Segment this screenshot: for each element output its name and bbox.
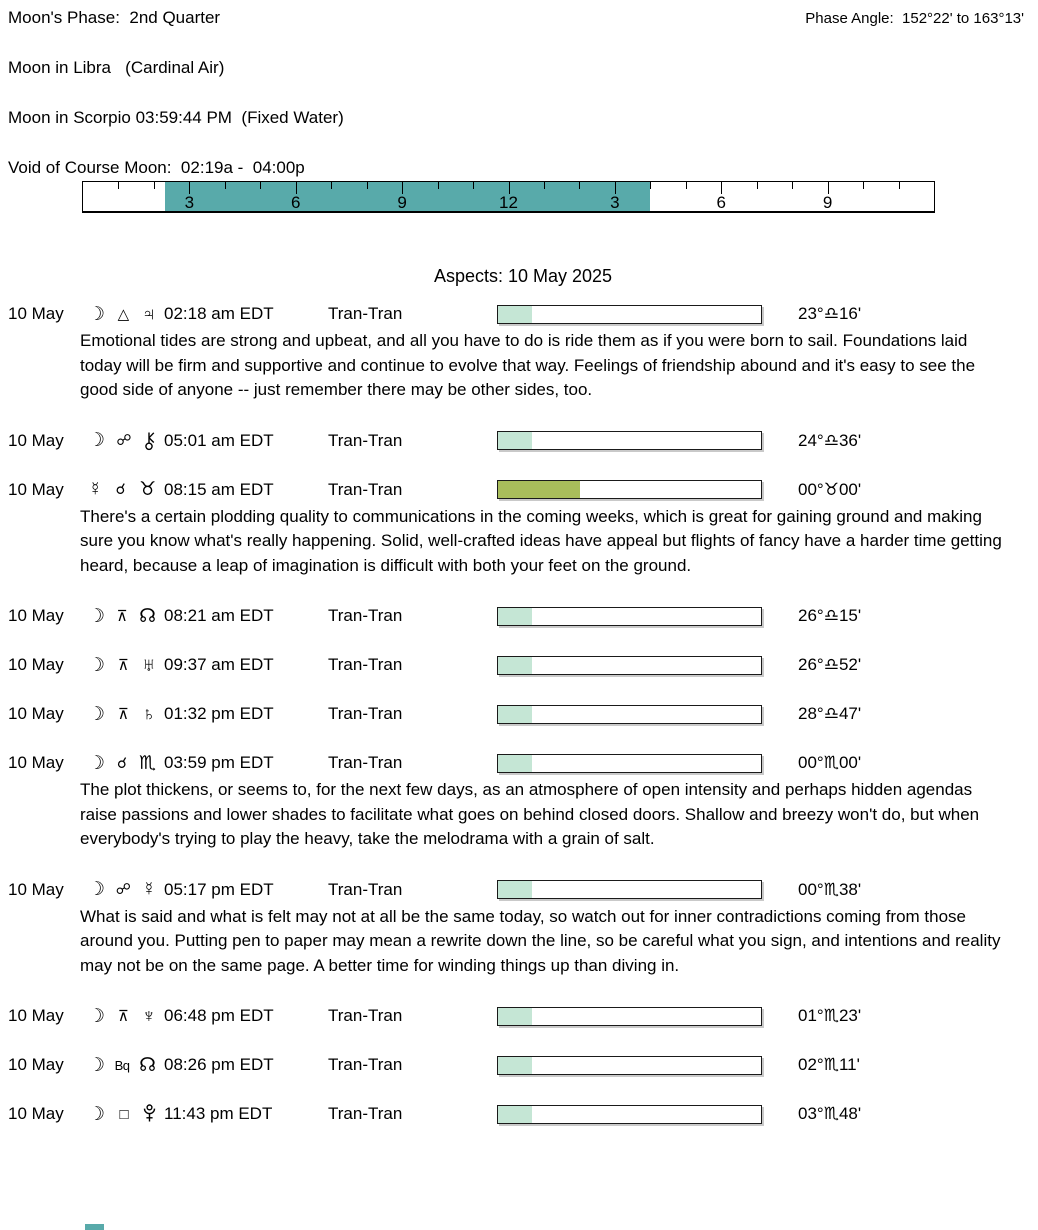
timeline-tick (154, 182, 155, 189)
aspect-description: Emotional tides are strong and upbeat, and all you have to do is ride them as if you were born to sail. Foundations laid today will be firm and supportive and continue to evolve that way. Feelings of friendship abound and it's easy to see the good side of anyone -- just remember there may be other sides, too. (80, 331, 976, 399)
aspect-date: 10 May (8, 1055, 64, 1074)
aspect-progress-fill (498, 1008, 532, 1025)
timeline-tick (367, 182, 368, 189)
aspect-progress-fill (498, 881, 532, 898)
void-of-course-timeline (82, 181, 935, 213)
saturn-glyph: ♄ (141, 703, 156, 725)
aspect-info (8, 704, 497, 724)
aspect-date: 10 May (8, 606, 64, 625)
void-of-course-label: Void of Course Moon: 02:19a - 04:00p (8, 158, 305, 177)
aspect-type: Tran-Tran (328, 479, 403, 499)
aspect-glyphs (88, 705, 156, 724)
aspect-info (8, 480, 497, 500)
aspect-date: 10 May (8, 753, 64, 772)
aspect-row (8, 1103, 1038, 1125)
moon-glyph: ☽ (88, 605, 106, 627)
next-bar-fragment (85, 1224, 104, 1230)
moon-in-scorpio-line: Moon in Scorpio 03:59:44 PM (Fixed Water) (8, 108, 344, 127)
quincunx-glyph: ⊼ (117, 705, 129, 723)
timeline-tick (225, 182, 226, 189)
timeline-hour-label: 12 (499, 193, 518, 212)
aspect-time: 05:17 pm EDT (164, 879, 274, 899)
timeline-tick (899, 182, 900, 189)
timeline-tick (792, 182, 793, 189)
taurus-glyph: ♉ (138, 479, 156, 500)
north-node-glyph: ☊ (139, 605, 156, 627)
timeline-hour-label: 3 (610, 193, 620, 212)
timeline-tick (438, 182, 439, 189)
neptune-glyph: ♆ (141, 1005, 156, 1027)
aspect-info (8, 304, 497, 324)
aspect-info (8, 1006, 497, 1026)
aspect-row (8, 303, 1038, 403)
aspect-progress-bar (497, 656, 762, 675)
scorpio-glyph: ♏ (138, 752, 156, 774)
timeline-tick (686, 182, 687, 189)
timeline-hour-label: 9 (397, 193, 407, 212)
aspect-glyphs (88, 656, 156, 675)
timeline-tick (650, 182, 651, 189)
aspect-time: 05:01 am EDT (164, 430, 274, 450)
aspect-degree-value: 00°♉00' (798, 479, 862, 499)
aspect-progress-fill (498, 608, 532, 625)
moon-glyph: ☽ (88, 1103, 106, 1125)
aspect-type: Tran-Tran (328, 1006, 403, 1025)
aspect-glyphs (88, 305, 156, 324)
aspect-info (8, 606, 497, 626)
void-period-fill (165, 182, 650, 211)
aspect-degree-value: 03°♏48' (798, 1104, 862, 1123)
biquintile-glyph: Bq (114, 1057, 130, 1073)
aspect-time: 01:32 pm EDT (164, 704, 274, 723)
aspect-time: 03:59 pm EDT (164, 753, 274, 772)
aspect-glyphs (88, 1104, 156, 1124)
timeline-hour-label: 3 (184, 193, 195, 212)
aspect-progress-bar (497, 754, 762, 773)
aspect-degree-value: 23°♎16' (798, 304, 862, 323)
aspect-progress-bar (497, 705, 762, 724)
aspect-degree-value: 26°♎52' (798, 655, 862, 674)
moon-glyph: ☽ (88, 752, 106, 774)
mercury-glyph: ☿ (141, 879, 156, 900)
aspect-type: Tran-Tran (328, 753, 403, 772)
quincunx-glyph: ⊼ (117, 656, 129, 674)
aspect-degree-value: 26°♎15' (798, 606, 862, 625)
conjunction-glyph: ☌ (115, 481, 126, 498)
aspect-description: There's a certain plodding quality to communications in the coming weeks, which is great for gaining ground and making sure you know what's really happening. Solid, well-crafted ideas have appeal but flights of fancy have a harder time getting heard, because a leap of imagination is difficult with both your feet on the ground. (80, 506, 1002, 575)
aspect-time: 06:48 pm EDT (164, 1006, 274, 1025)
phase-angle-value: Phase Angle: 152°22' to 163°13' (805, 10, 1024, 27)
aspect-info (8, 1055, 497, 1075)
aspect-date: 10 May (8, 655, 64, 674)
aspect-progress-bar (497, 607, 762, 626)
moon-glyph: ☽ (88, 879, 106, 900)
aspect-degree-value: 00°♏38' (798, 879, 862, 899)
aspect-row (8, 1054, 1038, 1076)
pluto-glyph (143, 1104, 156, 1124)
aspect-degree-value: 01°♏23' (798, 1006, 862, 1025)
aspects-title: Aspects: 10 May 2025 (433, 266, 613, 286)
aspect-glyphs (88, 431, 156, 451)
aspect-type: Tran-Tran (328, 655, 403, 674)
aspect-progress-bar (497, 1007, 762, 1026)
aspect-progress-fill (498, 432, 532, 449)
aspect-time: 08:15 am EDT (164, 479, 274, 499)
aspect-degree-value: 24°♎36' (798, 430, 862, 450)
mercury-glyph: ☿ (88, 479, 103, 500)
aspect-type: Tran-Tran (328, 606, 403, 625)
timeline-tick (331, 182, 332, 189)
timeline-tick (118, 182, 119, 189)
aspect-glyphs (88, 754, 156, 773)
timeline-tick (757, 182, 758, 189)
moon-glyph: ☽ (88, 430, 106, 451)
aspect-date: 10 May (8, 304, 64, 323)
aspect-row (8, 703, 1038, 725)
aspect-progress-fill (498, 481, 580, 498)
aspect-progress-bar (497, 880, 762, 899)
aspect-glyphs (88, 607, 156, 626)
trine-glyph: △ (117, 305, 130, 323)
moon-phase-line: Moon's Phase: 2nd Quarter (8, 8, 221, 27)
timeline-hour-label: 6 (716, 193, 726, 212)
aspect-date: 10 May (8, 1006, 64, 1025)
aspect-progress-fill (498, 706, 532, 723)
aspect-type: Tran-Tran (328, 879, 403, 899)
opposition-glyph: ☍ (116, 432, 132, 449)
conjunction-glyph: ☌ (116, 754, 128, 772)
aspect-date: 10 May (8, 479, 64, 499)
aspect-type: Tran-Tran (328, 704, 403, 723)
aspect-date: 10 May (8, 879, 64, 899)
moon-glyph: ☽ (88, 654, 106, 676)
jupiter-glyph: ♃ (141, 303, 156, 325)
aspect-progress-bar (497, 305, 762, 324)
aspect-time: 02:18 am EDT (164, 304, 274, 323)
aspect-date: 10 May (8, 1104, 64, 1123)
moon-glyph: ☽ (88, 1054, 106, 1076)
aspect-info (8, 431, 497, 451)
timeline-hour-label: 9 (822, 193, 833, 212)
aspects-list (8, 303, 1038, 1125)
chiron-glyph (143, 431, 156, 451)
aspect-progress-fill (498, 1057, 532, 1074)
aspect-time: 11:43 pm EDT (164, 1104, 273, 1123)
moon-glyph: ☽ (88, 703, 106, 725)
timeline-tick (260, 182, 261, 189)
quincunx-glyph: ⊼ (116, 607, 128, 625)
aspect-type: Tran-Tran (328, 1055, 403, 1074)
aspect-progress-fill (498, 1106, 532, 1123)
aspect-description: The plot thickens, or seems to, for the next few days, as an atmosphere of open intensity and perhaps hidden agendas raise passions and lower shades to facilitate what goes on behind closed doors. Shallow and breezy won't do, but when everybody's trying to play the heavy, take the melodrama with a grain of salt. (80, 780, 980, 848)
aspect-row (8, 752, 1038, 852)
aspect-row (8, 879, 1038, 979)
timeline-hour-label: 6 (291, 193, 301, 212)
aspect-info (8, 880, 497, 900)
timeline-tick (544, 182, 545, 189)
aspect-info (8, 753, 497, 773)
aspect-type: Tran-Tran (328, 1104, 403, 1123)
aspect-progress-bar (497, 1105, 762, 1124)
aspect-type: Tran-Tran (328, 430, 403, 450)
aspect-degree-value: 00°♏00' (798, 753, 862, 772)
moon-in-libra-line: Moon in Libra (Cardinal Air) (8, 58, 225, 77)
moon-glyph: ☽ (88, 1005, 106, 1027)
aspect-glyphs (88, 880, 156, 899)
aspect-degree-value: 02°♏11' (798, 1055, 860, 1074)
aspect-type: Tran-Tran (328, 304, 403, 323)
aspect-date: 10 May (8, 704, 64, 723)
aspect-info (8, 655, 497, 675)
aspect-progress-bar (497, 480, 762, 499)
timeline-tick (579, 182, 580, 189)
aspect-glyphs (88, 480, 156, 499)
aspect-progress-fill (498, 306, 532, 323)
quincunx-glyph: ⊼ (117, 1007, 129, 1025)
aspect-progress-fill (498, 657, 532, 674)
aspect-progress-bar (497, 1056, 762, 1075)
aspect-date: 10 May (8, 430, 64, 450)
opposition-glyph: ☍ (115, 881, 131, 898)
square-glyph: □ (119, 1105, 129, 1123)
aspect-progress-bar (497, 431, 762, 450)
aspect-description: What is said and what is felt may not at all be the same today, so watch out for inner contradictions coming from those around you. Putting pen to paper may mean a rewrite down the line, so be careful what you sign, and intentions and reality may not be on the same page. A better time for winding things up than diving in. (80, 906, 1001, 975)
aspect-glyphs (88, 1056, 156, 1075)
aspect-glyphs (88, 1007, 156, 1026)
aspect-progress-fill (498, 755, 532, 772)
moon-glyph: ☽ (88, 303, 106, 325)
uranus-glyph: ♅ (141, 654, 156, 676)
timeline-tick (473, 182, 474, 189)
aspect-time: 08:26 pm EDT (164, 1055, 274, 1074)
north-node-glyph: ☊ (139, 1054, 156, 1076)
aspect-row (8, 605, 1038, 627)
aspect-time: 08:21 am EDT (164, 606, 274, 625)
aspect-info (8, 1104, 497, 1124)
aspect-row (8, 479, 1038, 579)
aspect-row (8, 1005, 1038, 1027)
aspect-degree-value: 28°♎47' (798, 704, 862, 723)
aspect-row (8, 430, 1038, 452)
aspect-time: 09:37 am EDT (164, 655, 274, 674)
timeline-tick (863, 182, 864, 189)
aspect-row (8, 654, 1038, 676)
